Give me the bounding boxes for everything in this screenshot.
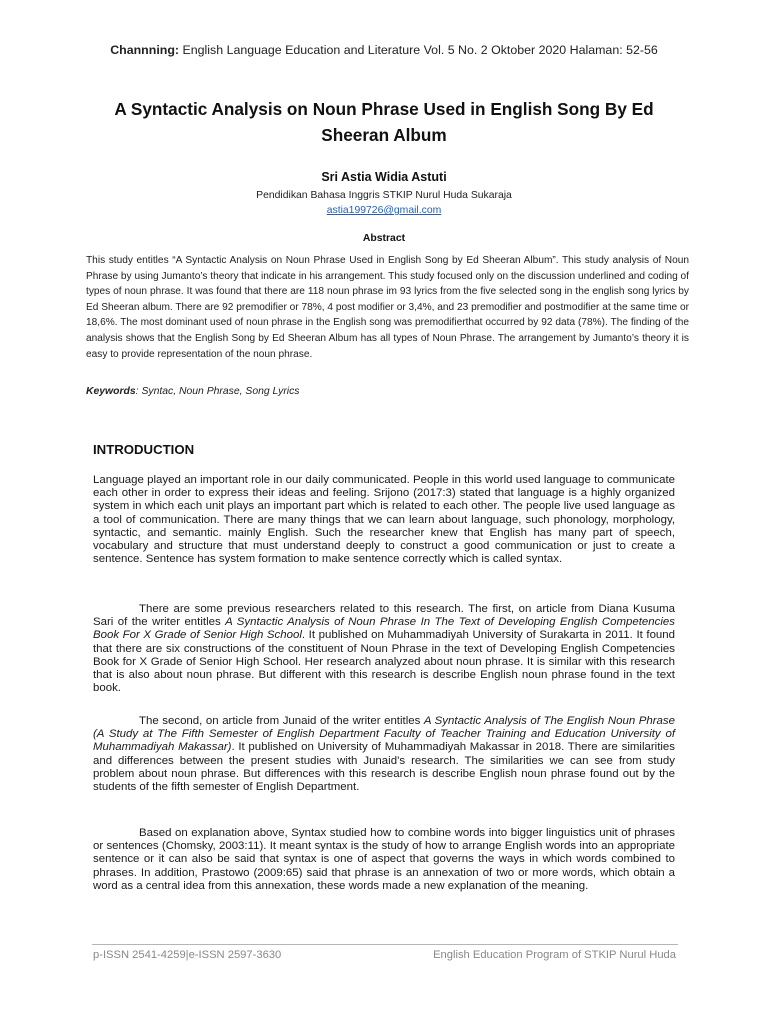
p3-text-a: The second, on article from Junaid of the writer entitles	[139, 715, 424, 727]
section-heading-introduction: INTRODUCTION	[93, 442, 195, 457]
p2-text-b: . It published on Muhammadiyah University of Surakarta in 2011. It found that there are six constructions of the constituent of Noun Phrase in the text of Developing English Competencies Book for X Grade of Senior High School. Her research analyzed about noun phrase. It is similar with this research that is also about noun phrase. But different with this research is describe English noun phrase found in the text book.	[93, 629, 676, 695]
footer-issn: p-ISSN 2541-4259|e-ISSN 2597-3630	[93, 949, 282, 961]
keywords-text: : Syntac, Noun Phrase, Song Lyrics	[135, 386, 300, 397]
footer-program: English Education Program of STKIP Nurul Huda	[433, 949, 676, 961]
abstract-heading: Abstract	[362, 233, 406, 244]
intro-paragraph-1: Language played an important role in our daily communicated. People in this world used language to communicate each other in order to express their ideas and feeling. Srijono (2017:3) stated that language is a highly organized system in which each unit plays an important part which is related to each other. The people live used language as a tool of communication. There are many things that we can learn about language, such phonology, morphology, syntactic, and semantic. mainly English. Such the researcher knew that English has many part of speech, vocabulary and structure that must understand deeply to construct a good communication or just to create a sentence. Sentence has system formation to make sentence correctly which is called syntax.	[93, 474, 675, 566]
abstract-text: This study entitles “A Syntactic Analysis on Noun Phrase Used in English Song by Ed Sheeran Album”. This study analysis of Noun Phrase by using Jumanto’s theory that indicate in his arrangement. This study focused only on the discussion underlined and coding of types of noun phrase. It was found that there are 118 noun phrase im 93 lyrics from the five selected song in the english song lyrics by Ed Sheeran album. There are 92 premodifier or 78%, 4 post modifier or 3,4%, and 23 premodifier and postmodifier at the same time or 18,6%. The most dominant used of noun phrase in the English song was premodifierthat occurred by 92 data (78%). The finding of the analysis shows that the English Song by Ed Sheeran Album has all types of Noun Phrase. The arrangement by Jumanto’s theory it is easy to provide representation of the noun phrase.	[86, 255, 689, 360]
journal-header	[0, 43, 768, 57]
p3-cited-title: A Syntactic Analysis of The English Noun Phrase (A Study at The Fifth Semester of English Department Faculty of Teacher Training and Education University of Muhammadiyah Makassar)	[93, 715, 675, 754]
journal-name: Channning:	[110, 43, 180, 57]
article-title: A Syntactic Analysis on Noun Phrase Used in English Song By Ed Sheeran Album	[114, 99, 654, 145]
author-name: Sri Astia Widia Astuti	[321, 170, 447, 184]
intro-paragraph-4: Based on explanation above, Syntax studied how to combine words into bigger linguistics unit of phrases or sentences (Chomsky, 2003:11). It meant syntax is the study of how to arrange English words into an appropriate sentence or it can also be said that syntax is one of aspect that governs the ways in which words combined to phrases. In addition, Prastowo (2009:65) said that phrase is an annexation of two or more words, which obtain a word as a central idea from this annexation, these words made a new explanation of the meaning.	[93, 827, 675, 892]
footer-divider	[92, 944, 678, 945]
p2-text-a: There are some previous researchers related to this research. The first, on article from Diana Kusuma Sari of the writer entitles	[93, 603, 675, 629]
author-affiliation: Pendidikan Bahasa Inggris STKIP Nurul Huda Sukaraja	[256, 190, 512, 201]
author-email-link[interactable]: astia199726@gmail.com	[326, 205, 442, 216]
p3-text-b: . It published on University of Muhammadiyah Makassar in 2018. There are similarities and differences between the present studies with Junaid’s research. The similarities we can see from study problem about noun phrase. But differences with this research is describe English noun phrase found out by the students of the fifth semester of English Department.	[93, 741, 675, 794]
intro-paragraph-3	[93, 715, 675, 794]
p2-cited-title: A Syntactic Analysis of Noun Phrase In The Text of Developing English Competencies Book For X Grade of Senior High School	[93, 616, 675, 642]
keywords-label: Keywords	[86, 386, 136, 397]
keywords	[86, 386, 689, 397]
journal-details: English Language Education and Literature Vol. 5 No. 2 Oktober 2020 Halaman: 52-56	[182, 43, 658, 57]
intro-paragraph-2	[93, 603, 675, 695]
